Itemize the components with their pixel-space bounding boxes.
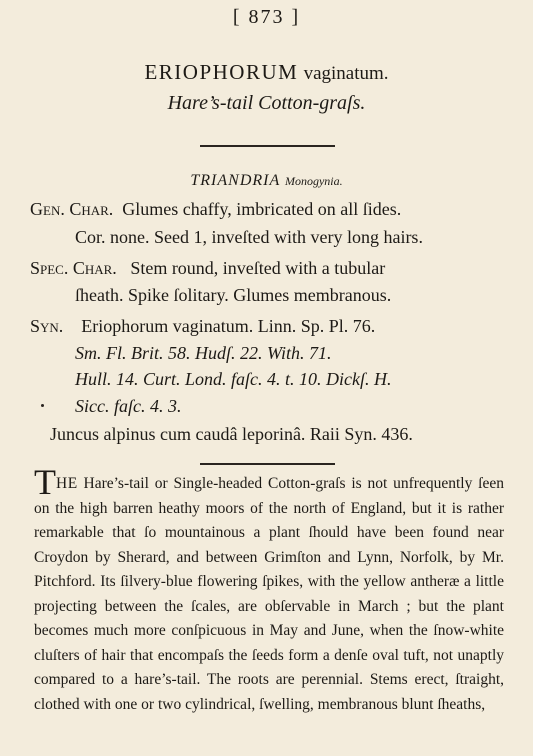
- spec-char-text-1: Stem round, inveſted with a tubular: [130, 258, 386, 278]
- drop-cap: T: [34, 462, 56, 502]
- syn-line-4: Sicc. faſc. 4. 3.: [75, 396, 182, 416]
- species-epithet: vaginatum.: [303, 63, 389, 84]
- spec-char-label: Spec. Char.: [30, 258, 117, 278]
- description-text: Hare’s-tail or Single-headed Cotton-graſs is not unfrequently ſeen on the high barren heathy moors of the north of England, but it is rather remarkable that ſo mountainous a plant ſhould have been found near Croydon by Sherard, and between Grimſton and Lynn, Norfolk, by Mr. Pitchford. Its ſilvery-blue flowering ſpikes, with the yellow antheræ a little projecting between the ſcales, are obſervable in March ; but the plant becomes much more conſpicuous in May and June, when the ſnow-white cluſters of hair that encompaſs the ſeeds form a denſe oval tuft, not unaptly compared to a hare’s-tail. The roots are perennial. Stems erect, ſtraight, clothed with one or two cylindrical, ſwelling, membranous blunt ſheaths,: [34, 475, 504, 713]
- divider-rule: [200, 145, 335, 147]
- page-number: [ 873 ]: [232, 6, 301, 28]
- gen-char-line-2: Cor. none. Seed 1, inveſted with very long hairs.: [75, 227, 423, 247]
- class-name: TRIANDRIA: [190, 172, 280, 189]
- spec-char-line-2: ſheath. Spike ſolitary. Glumes membranous.: [75, 285, 392, 305]
- gen-char-label: Gen. Char.: [30, 199, 114, 219]
- spec-char-line-1: [30, 258, 385, 279]
- syn-label: Syn.: [30, 316, 64, 336]
- order-name: Monogynia.: [284, 174, 343, 188]
- classification: [0, 172, 533, 190]
- divider-rule: [200, 463, 335, 465]
- common-name: Hare’s-tail Cotton-graſs.: [167, 92, 366, 114]
- gen-char-text-1: Glumes chaffy, imbricated on all ſides.: [122, 199, 402, 219]
- syn-line-3: Hull. 14. Curt. Lond. faſc. 4. t. 10. Dickſ. H.: [75, 369, 392, 389]
- description-paragraph: [34, 462, 504, 717]
- lead-word: HE: [56, 475, 78, 492]
- species-title: [0, 60, 533, 85]
- ink-dot: [41, 404, 44, 407]
- syn-line-5: Juncus alpinus cum caudâ leporinâ. Raii Syn. 436.: [50, 424, 413, 444]
- syn-line-1: [30, 316, 375, 337]
- gen-char-line-1: [30, 199, 401, 220]
- syn-line-2: Sm. Fl. Brit. 58. Hudſ. 22. With. 71.: [75, 343, 332, 363]
- genus-name: ERIOPHORUM: [144, 60, 299, 84]
- syn-text-1: Eriophorum vaginatum. Linn. Sp. Pl. 76.: [81, 316, 376, 336]
